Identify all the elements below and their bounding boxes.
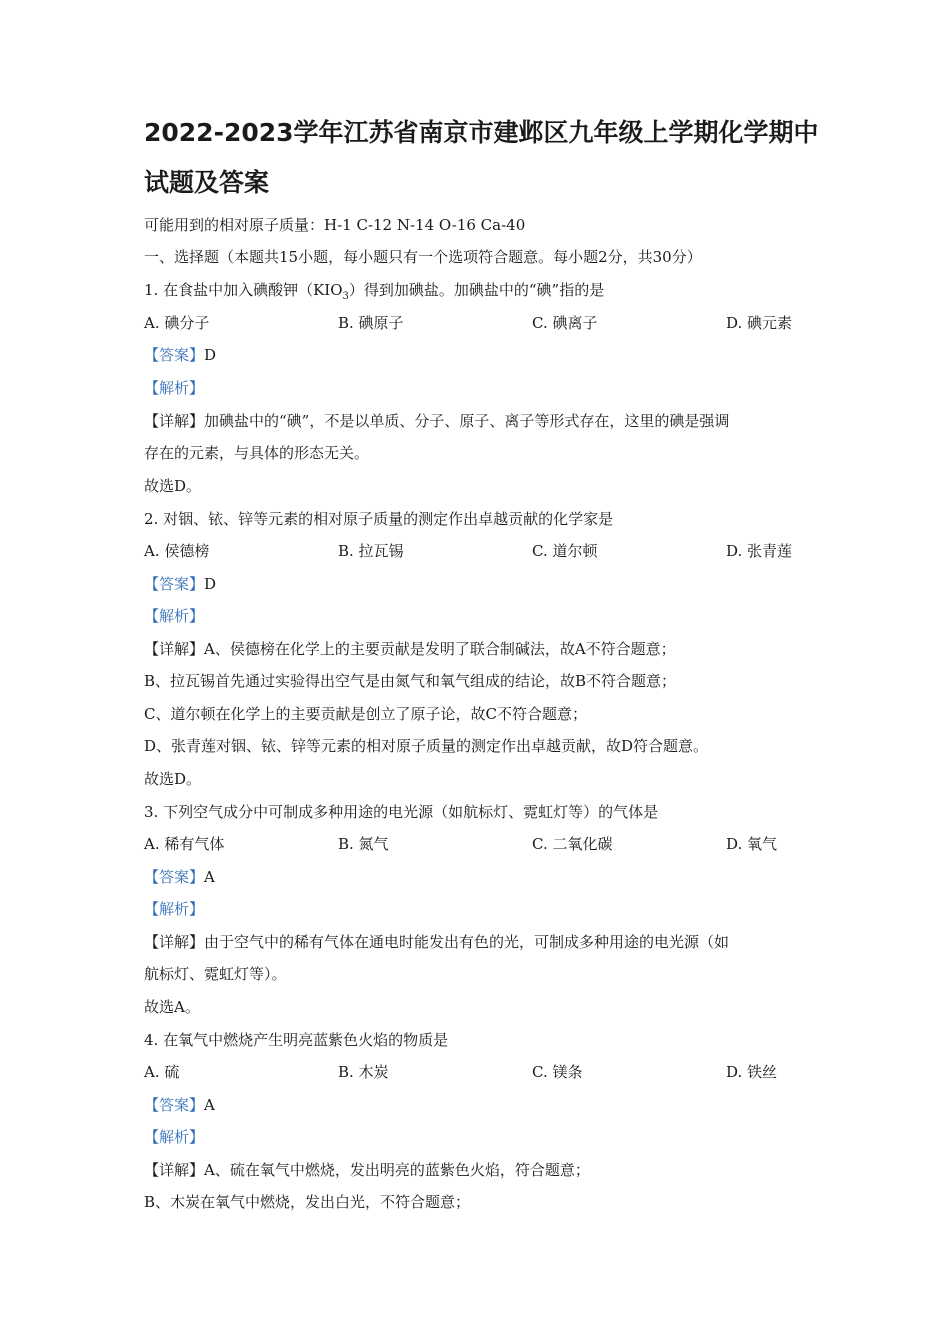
question-1-answer — [144, 344, 824, 366]
question-3-detail-1 — [144, 931, 824, 953]
question-2-option-c: C. 道尔顿 — [532, 542, 598, 560]
question-1-detail-1 — [144, 410, 824, 432]
question-3-analysis-tag: 【解析】 — [144, 900, 205, 918]
question-2-option-b: B. 拉瓦锡 — [338, 542, 404, 560]
question-1-option-a: A. 碘分子 — [144, 314, 210, 332]
question-2-answer-value: D — [204, 575, 217, 593]
answer-tag: 【答案】 — [144, 346, 205, 364]
question-4-options — [144, 1061, 824, 1083]
question-3-option-a: A. 稀有气体 — [144, 835, 225, 853]
question-1-subscript: 3 — [342, 291, 349, 302]
answer-tag: 【答案】 — [144, 1096, 205, 1114]
question-2-detail-2: B、拉瓦锡首先通过实验得出空气是由氮气和氧气组成的结论，故B不符合题意； — [144, 672, 677, 690]
question-1-option-b: B. 碘原子 — [338, 314, 404, 332]
detail-tag: 【详解】 — [144, 1161, 205, 1179]
question-3-option-d: D. 氧气 — [726, 835, 778, 853]
question-1-option-c: C. 碘离子 — [532, 314, 598, 332]
detail-tag: 【详解】 — [144, 412, 205, 430]
document-title-line-1: 2022-2023学年江苏省南京市建邺区九年级上学期化学期中 — [144, 118, 819, 147]
question-4-analysis-tag: 【解析】 — [144, 1128, 205, 1146]
question-2-option-a: A. 侯德榜 — [144, 542, 210, 560]
question-4-answer — [144, 1094, 824, 1116]
answer-tag: 【答案】 — [144, 868, 205, 886]
question-4-detail-1 — [144, 1159, 824, 1181]
question-2-analysis-tag: 【解析】 — [144, 607, 205, 625]
question-2-detail-4: D、张青莲对铟、铱、锌等元素的相对原子质量的测定作出卓越贡献，故D符合题意。 — [144, 737, 709, 755]
question-2-conclusion: 故选D。 — [144, 770, 202, 788]
question-1-stem-part-a: 1. 在食盐中加入碘酸钾（KIO — [144, 281, 343, 299]
question-3-stem: 3. 下列空气成分中可制成多种用途的电光源（如航标灯、霓虹灯等）的气体是 — [144, 803, 659, 821]
question-1-stem — [144, 279, 824, 301]
question-1-detail-text-1: 加碘盐中的“碘”，不是以单质、分子、原子、离子等形式存在，这里的碘是强调 — [204, 412, 730, 430]
document-title-line-2: 试题及答案 — [144, 168, 270, 197]
question-1-analysis-tag: 【解析】 — [144, 379, 205, 397]
question-1-stem-part-b: ）得到加碘盐。加碘盐中的“碘”指的是 — [348, 281, 605, 299]
question-3-detail-text-1: 由于空气中的稀有气体在通电时能发出有色的光，可制成多种用途的电光源（如 — [204, 933, 730, 951]
question-2-answer — [144, 573, 824, 595]
question-4-answer-value: A — [204, 1096, 215, 1114]
question-1-options — [144, 312, 824, 334]
question-3-conclusion: 故选A。 — [144, 998, 200, 1016]
section-heading-choice: 一、选择题（本题共15小题，每小题只有一个选项符合题意。每小题2分，共30分） — [144, 248, 702, 266]
question-4-option-c: C. 镁条 — [532, 1063, 583, 1081]
question-3-option-c: C. 二氧化碳 — [532, 835, 613, 853]
question-2-stem: 2. 对铟、铱、锌等元素的相对原子质量的测定作出卓越贡献的化学家是 — [144, 510, 614, 528]
question-3-option-b: B. 氮气 — [338, 835, 389, 853]
question-4-stem: 4. 在氧气中燃烧产生明亮蓝紫色火焰的物质是 — [144, 1031, 449, 1049]
atomic-mass-note: 可能用到的相对原子质量：H-1 C-12 N-14 O-16 Ca-40 — [144, 216, 526, 234]
question-4-option-b: B. 木炭 — [338, 1063, 389, 1081]
question-4-option-a: A. 硫 — [144, 1063, 180, 1081]
question-4-detail-2: B、木炭在氧气中燃烧，发出白光，不符合题意； — [144, 1193, 471, 1211]
question-3-answer-value: A — [204, 868, 215, 886]
question-2-detail-text-1: A、侯德榜在化学上的主要贡献是发明了联合制碱法，故A不符合题意； — [204, 640, 676, 658]
detail-tag: 【详解】 — [144, 933, 205, 951]
question-3-options — [144, 833, 824, 855]
question-2-detail-3: C、道尔顿在化学上的主要贡献是创立了原子论，故C不符合题意； — [144, 705, 587, 723]
question-3-answer — [144, 866, 824, 888]
question-4-option-d: D. 铁丝 — [726, 1063, 778, 1081]
question-1-conclusion: 故选D。 — [144, 477, 202, 495]
question-1-detail-2: 存在的元素，与具体的形态无关。 — [144, 444, 370, 462]
question-2-options — [144, 540, 824, 562]
question-2-option-d: D. 张青莲 — [726, 542, 793, 560]
question-3-detail-2: 航标灯、霓虹灯等）。 — [144, 965, 287, 983]
question-1-answer-value: D — [204, 346, 217, 364]
question-4-detail-text-1: A、硫在氧气中燃烧，发出明亮的蓝紫色火焰，符合题意； — [204, 1161, 590, 1179]
detail-tag: 【详解】 — [144, 640, 205, 658]
answer-tag: 【答案】 — [144, 575, 205, 593]
question-2-detail-1 — [144, 638, 824, 660]
question-1-option-d: D. 碘元素 — [726, 314, 793, 332]
